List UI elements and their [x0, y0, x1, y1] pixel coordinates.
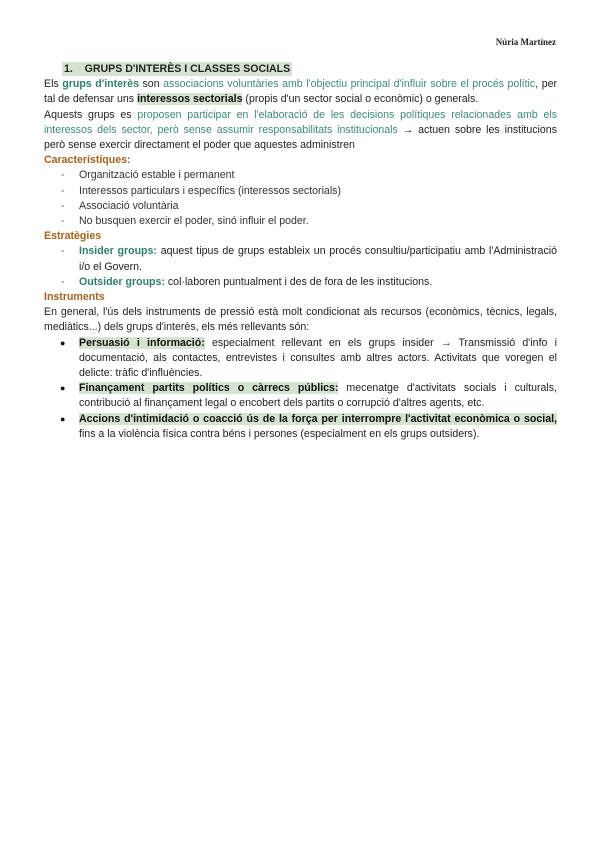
- item-text: col·laboren puntualment i des de fora de les institucions.: [164, 275, 433, 288]
- text-run: → actuen sobre les institucions però sense exercir directament el poder que aquestes administren: [44, 123, 557, 152]
- definition-text: associacions voluntàries amb l'objectiu principal d'influir sobre el procés polític: [163, 78, 536, 91]
- caracteristiques-title: Característiques:: [44, 154, 131, 167]
- document-content: [44, 62, 557, 442]
- list-item: [44, 244, 557, 274]
- intro-paragraph-1: [44, 77, 557, 107]
- list-item: [44, 336, 557, 382]
- term-interessos-sectorials: interessos sectorials: [137, 93, 243, 106]
- caracteristiques-list: [44, 168, 557, 229]
- item-text: aquest tipus de grups estableix un procés consultiu/participatiu amb l'Administració i/o el Govern.: [79, 245, 557, 273]
- list-item: [44, 412, 557, 442]
- text-run: Aquests grups es: [44, 108, 138, 121]
- text-run: son: [138, 78, 164, 91]
- term-persuasio: Persuasió i informació:: [79, 336, 205, 349]
- instruments-intro: En general, l'ús dels instruments de pressió està molt condicionat als recursos (econòmics, tècnics, legals, mediàtics...) dels grups d'interès, els més rellevants són:: [44, 306, 557, 334]
- term-insider: Insider groups:: [79, 245, 157, 258]
- term-outsider: Outsider groups:: [79, 275, 165, 288]
- list-item: - Organització estable i permanent: [44, 168, 557, 183]
- list-item: - No busquen exercir el poder, sinó influir el poder.: [44, 214, 557, 229]
- section-number: 1.: [64, 63, 73, 75]
- instruments-list: [44, 336, 557, 442]
- author-name: Núria Martínez: [495, 37, 556, 47]
- section-heading: [62, 62, 557, 77]
- estrategies-list: [44, 244, 557, 290]
- instruments-title: Instruments: [44, 291, 105, 304]
- item-text: especialment rellevant en els grups insider → Transmissió d'info i documentació, als contactes, entrevistes i consultes amb altres actors. Activitats que voregen el delicte: tràfic d'influències.: [79, 336, 557, 380]
- item-text: fins a la violència física contra béns i persones (especialment en els grups outsiders).: [79, 427, 480, 440]
- section-title: GRUPS D'INTERÈS I CLASSES SOCIALS: [84, 63, 291, 75]
- term-accions-intimidacio: Accions d'intimidació o coacció ús de la força per interrompre l'activitat econòmica o social,: [79, 412, 557, 425]
- text-run: (propis d'un sector social o econòmic) o generals.: [242, 93, 479, 106]
- term-financament: Finançament partits polítics o càrrecs públics:: [79, 382, 339, 395]
- text-run: , per tal de defensar uns: [44, 78, 558, 106]
- item-text: mecenatge d'activitats socials i culturals, contribució al finançament legal o encobert dels partits o corrupció d'altres agents, etc.: [79, 382, 557, 410]
- list-item: - Interessos particulars i específics (interessos sectorials): [44, 184, 557, 199]
- list-item: [44, 275, 557, 290]
- section-heading-highlight: [62, 62, 292, 76]
- estrategies-title: Estratègies: [44, 230, 102, 243]
- term-grups-interes: grups d'interès: [62, 78, 139, 91]
- text-run: Els: [44, 78, 63, 91]
- list-item: - Associació voluntària: [44, 199, 557, 214]
- highlighted-text: proposen participar en l'elaboració de les decisions polítiques relacionades amb els interessos dels sector, però sense assumir responsabilitats institucionals: [44, 108, 558, 136]
- list-item: [44, 381, 557, 411]
- intro-paragraph-2: [44, 108, 557, 154]
